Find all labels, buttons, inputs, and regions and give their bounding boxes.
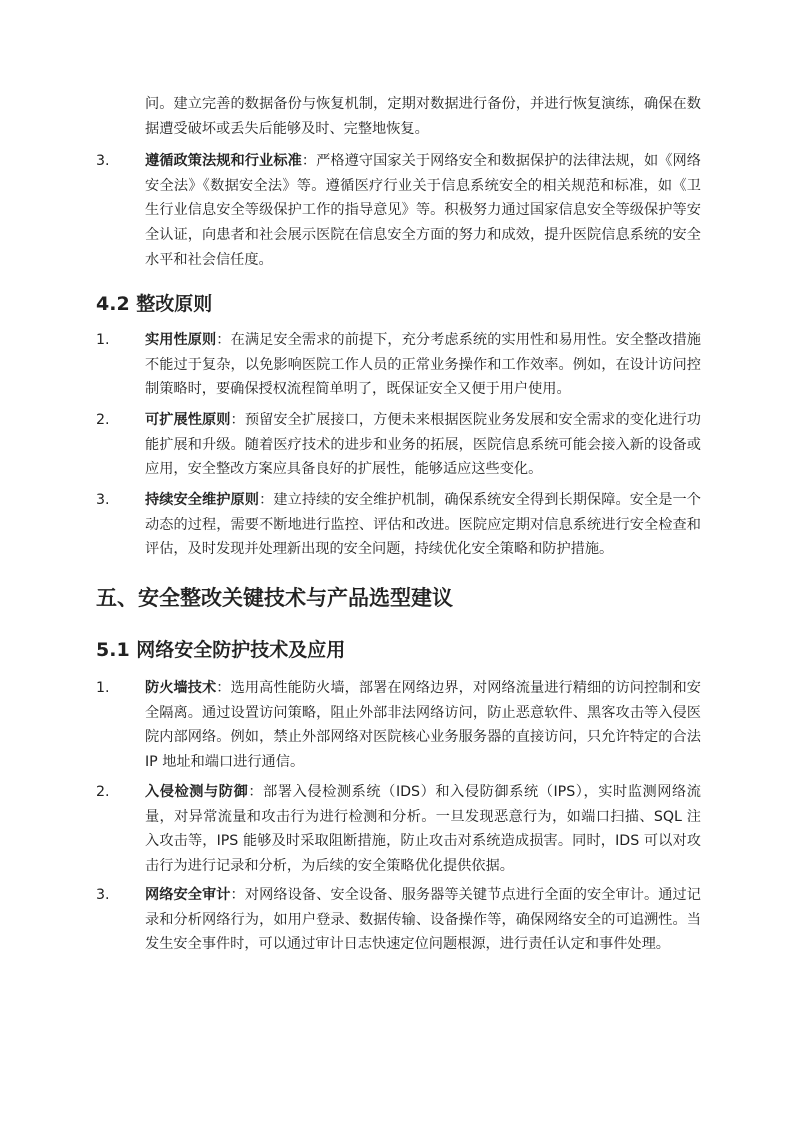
list-number: 1. [96,332,110,348]
list-separator: ： [301,153,317,169]
list-title: 遵循政策法规和行业标准 [145,153,302,169]
heading-section-5: 五、安全整改关键技术与产品选型建议 [96,586,453,610]
list-text [145,676,701,775]
list-title: 入侵检测与防御 [145,784,249,800]
list-text [145,149,701,273]
list-text [145,780,701,879]
list-item [0,780,794,879]
continuation-paragraph: 问。建立完善的数据备份与恢复机制，定期对数据进行备份，并进行恢复演练，确保在数据遭受破坏或丢失后能够及时、完整地恢复。 [145,96,701,137]
list-item [0,676,794,775]
list-number: 3. [96,153,110,169]
list-item [0,328,794,402]
list-body: 部署入侵检测系统（IDS）和入侵防御系统（IPS），实时监测网络流量，对异常流量和攻击行为进行检测和分析。一旦发现恶意行为，如端口扫描、SQL 注入攻击等，IPS 能够及时采取阻断措施，防止攻击对系统造成损害。同时，IDS 可以对攻击行为进行记录和分析，为后续的安全策略优化提供依据。 [145,784,701,875]
list-number: 3. [96,492,110,508]
list-body: 预留安全扩展接口，方便未来根据医院业务发展和安全需求的变化进行功能扩展和升级。随着医疗技术的进步和业务的拓展，医院信息系统可能会接入新的设备或应用，安全整改方案应具备良好的扩展性，能够适应这些变化。 [145,412,701,478]
list-title: 实用性原则 [145,332,217,348]
list-number: 3. [96,887,110,903]
list-body: 建立持续的安全维护机制，确保系统安全得到长期保障。安全是一个动态的过程，需要不断地进行监控、评估和改进。医院应定期对信息系统进行安全检查和评估，及时发现并处理新出现的安全问题，持续优化安全策略和防护措施。 [145,492,701,558]
list-text [145,328,701,402]
list-item [0,408,794,482]
list-body: 严格遵守国家关于网络安全和数据保护的法律法规，如《网络安全法》《数据安全法》等。遵循医疗行业关于信息系统安全的相关规范和标准，如《卫生行业信息安全等级保护工作的指导意见》等。积极努力通过国家信息安全等级保护等安全认证，向患者和社会展示医院在信息安全方面的努力和成效，提升医院信息系统的安全水平和社会信任度。 [145,153,701,268]
list-separator: ： [259,492,274,508]
list-body: 选用高性能防火墙，部署在网络边界，对网络流量进行精细的访问控制和安全隔离。通过设置访问策略，阻止外部非法网络访问，防止恶意软件、黑客攻击等入侵医院内部网络。例如，禁止外部网络对医院核心业务服务器的直接访问，只允许特定的合法 IP 地址和端口进行通信。 [145,680,701,771]
list-title: 可扩展性原则 [145,412,231,428]
list-text [145,408,701,482]
list-body: 对网络设备、安全设备、服务器等关键节点进行全面的安全审计。通过记录和分析网络行为，如用户登录、数据传输、设备操作等，确保网络安全的可追溯性。当发生安全事件时，可以通过审计日志快速定位问题根源，进行责任认定和事件处理。 [145,887,701,953]
list-text [145,883,701,957]
list-item [0,149,794,273]
list-separator: ： [248,784,264,800]
list-separator: ： [230,887,245,903]
heading-5-1: 5.1 网络安全防护技术及应用 [96,639,346,661]
list-title: 持续安全维护原则 [145,492,260,508]
list-item [0,883,794,957]
list-text [145,488,701,562]
list-separator: ： [216,332,231,348]
heading-4-2: 4.2 整改原则 [96,293,213,315]
list-separator: ： [230,412,245,428]
list-number: 2. [96,784,110,800]
list-title: 网络安全审计 [145,887,231,903]
list-title: 防火墙技术 [145,680,217,696]
list-separator: ： [216,680,231,696]
list-body: 在满足安全需求的前提下，充分考虑系统的实用性和易用性。安全整改措施不能过于复杂，以免影响医院工作人员的正常业务操作和工作效率。例如，在设计访问控制策略时，要确保授权流程简单明了，既保证安全又便于用户使用。 [145,332,701,398]
list-item [0,488,794,562]
list-number: 2. [96,412,110,428]
list-number: 1. [96,680,110,696]
